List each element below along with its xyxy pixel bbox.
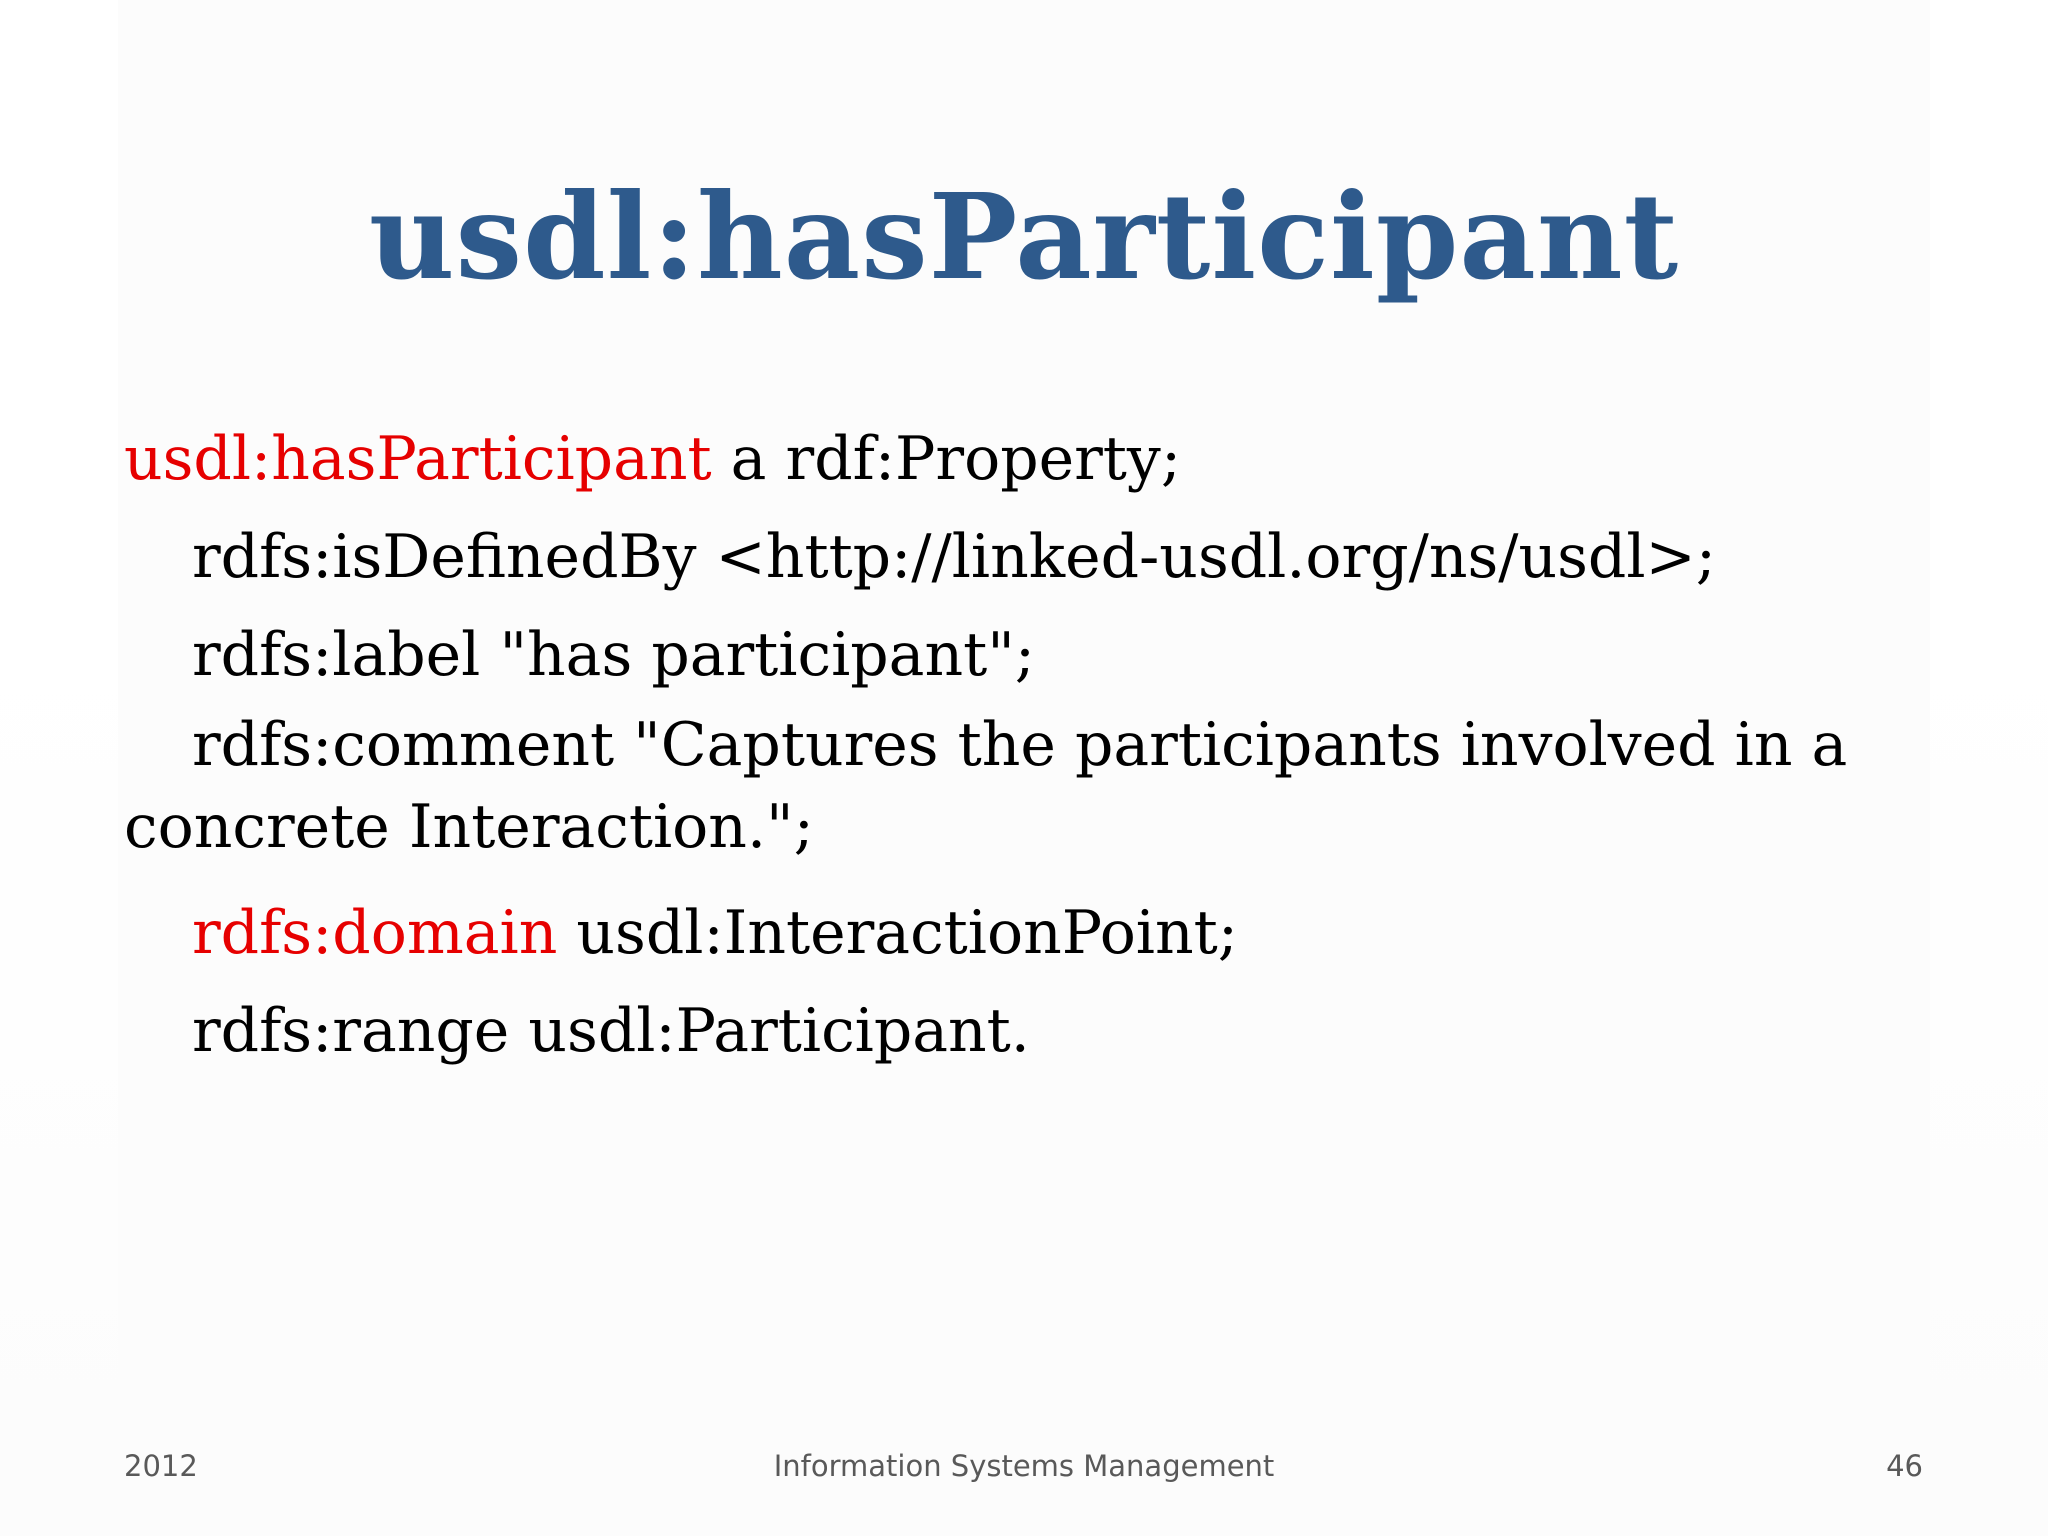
footer-year: 2012 — [124, 1449, 198, 1483]
code-line-text: rdfs:isDefinedBy <http://linked-usdl.org/ns/usdl>; — [192, 522, 1716, 592]
code-line-domain — [124, 884, 1924, 982]
slide-title: usdl:hasParticipant — [368, 167, 1680, 306]
code-line-text: rdfs:label "has participant"; — [192, 620, 1036, 690]
code-line-text: rdfs:range usdl:Participant. — [192, 996, 1030, 1066]
code-line-text: a rdf:Property; — [711, 424, 1182, 494]
code-line-label — [124, 606, 1924, 704]
rdf-definition-block — [124, 410, 1924, 1080]
highlighted-term: rdfs:domain — [192, 898, 558, 968]
code-line-range — [124, 982, 1924, 1080]
code-line-comment — [124, 704, 1924, 786]
code-line-property — [124, 410, 1924, 508]
code-line-text: rdfs:comment "Captures the participants involved in a — [192, 710, 1848, 780]
footer-page-number: 46 — [1886, 1449, 1923, 1483]
footer-course-title: Information Systems Management — [773, 1449, 1275, 1483]
code-line-comment-continued — [124, 786, 1924, 868]
highlighted-term: usdl:hasParticipant — [124, 424, 712, 494]
code-line-text: concrete Interaction."; — [124, 792, 814, 862]
code-line-defined-by — [124, 508, 1924, 606]
code-line-text: usdl:InteractionPoint; — [557, 898, 1238, 968]
